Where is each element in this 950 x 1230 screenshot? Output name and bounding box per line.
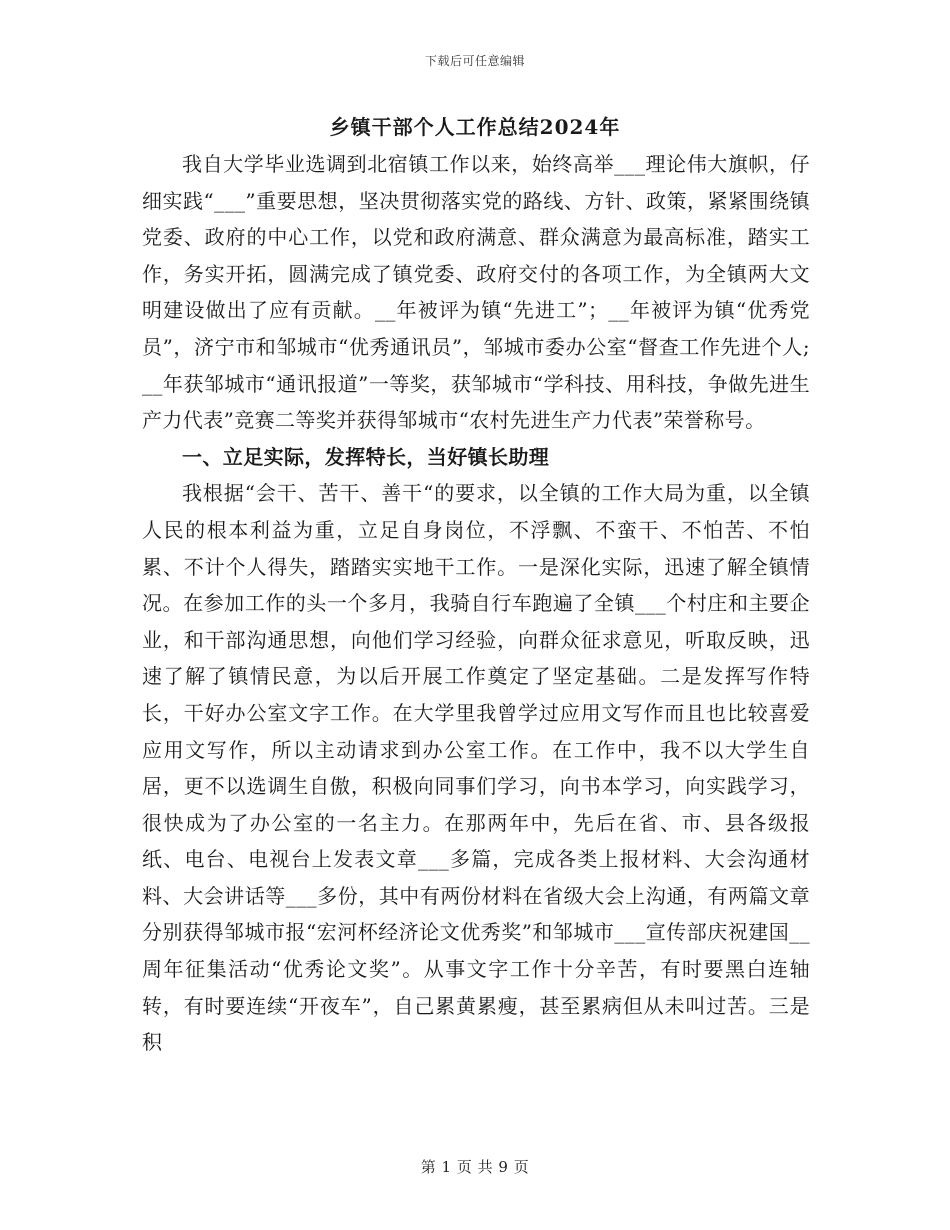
section-heading-1: 一、立足实际，发挥特长，当好镇长助理: [182, 444, 550, 469]
intro-paragraph: 我自大学毕业选调到北宿镇工作以来，始终高举___理论伟大旗帜，仔细实践“___”重要思想，坚决贯彻落实党的路线、方针、政策，紧紧围绕镇党委、政府的中心工作，以党和政府满意、群众满意为最高标准，踏实工作，务实开拓，圆满完成了镇党委、政府交付的各项工作，为全镇两大文明建设做出了应有贡献。__年被评为镇“先进工”；__年被评为镇“优秀党员”，济宁市和邹城市“优秀通讯员”，邹城市委办公室“督查工作先进个人;__年获邹城市“通讯报道”一等奖，获邹城市“学科技、用科技，争做先进生产力代表”竞赛二等奖并获得邹城市“农村先进生产力代表”荣誉称号。: [142, 152, 810, 433]
header-editable-note: 下载后可任意编辑: [424, 54, 525, 68]
page-indicator: 第 1 页 共 9 页: [420, 1158, 530, 1176]
document-title: 乡镇干部个人工作总结2024年: [329, 115, 621, 139]
document-body: [142, 146, 810, 1061]
section-1-paragraph: 我根据“会干、苦干、善干“的要求，以全镇的工作大局为重，以全镇人民的根本利益为重，立足自身岗位，不浮飘、不蛮干、不怕苦、不怕累、不计个人得失，踏踏实实地干工作。一是深化实际，迅速了解全镇情况。在参加工作的头一个多月，我骑自行车跑遍了全镇___个村庄和主要企业，和干部沟通思想，向他们学习经验，向群众征求意见，听取反映，迅速了解了镇情民意，为以后开展工作奠定了坚定基础。二是发挥写作特长，干好办公室文字工作。在大学里我曾学过应用文写作而且也比较喜爱应用文写作，所以主动请求到办公室工作。在工作中，我不以大学生自居，更不以选调生自傲，积极向同事们学习，向书本学习，向实践学习，很快成为了办公室的一名主力。在那两年中，先后在省、市、县各级报纸、电台、电视台上发表文章___多篇，完成各类上报材料、大会沟通材料、大会讲话等___多份，其中有两份材料在省级大会上沟通，有两篇文章分别获得邹城市报“宏河杯经济论文优秀奖”和邹城市___宣传部庆祝建国__周年征集活动“优秀论文奖”。从事文字工作十分辛苦，有时要黑白连轴转，有时要连续“开夜车”，自己累黄累瘦，甚至累病但从未叫过苦。三是积: [142, 481, 810, 1055]
